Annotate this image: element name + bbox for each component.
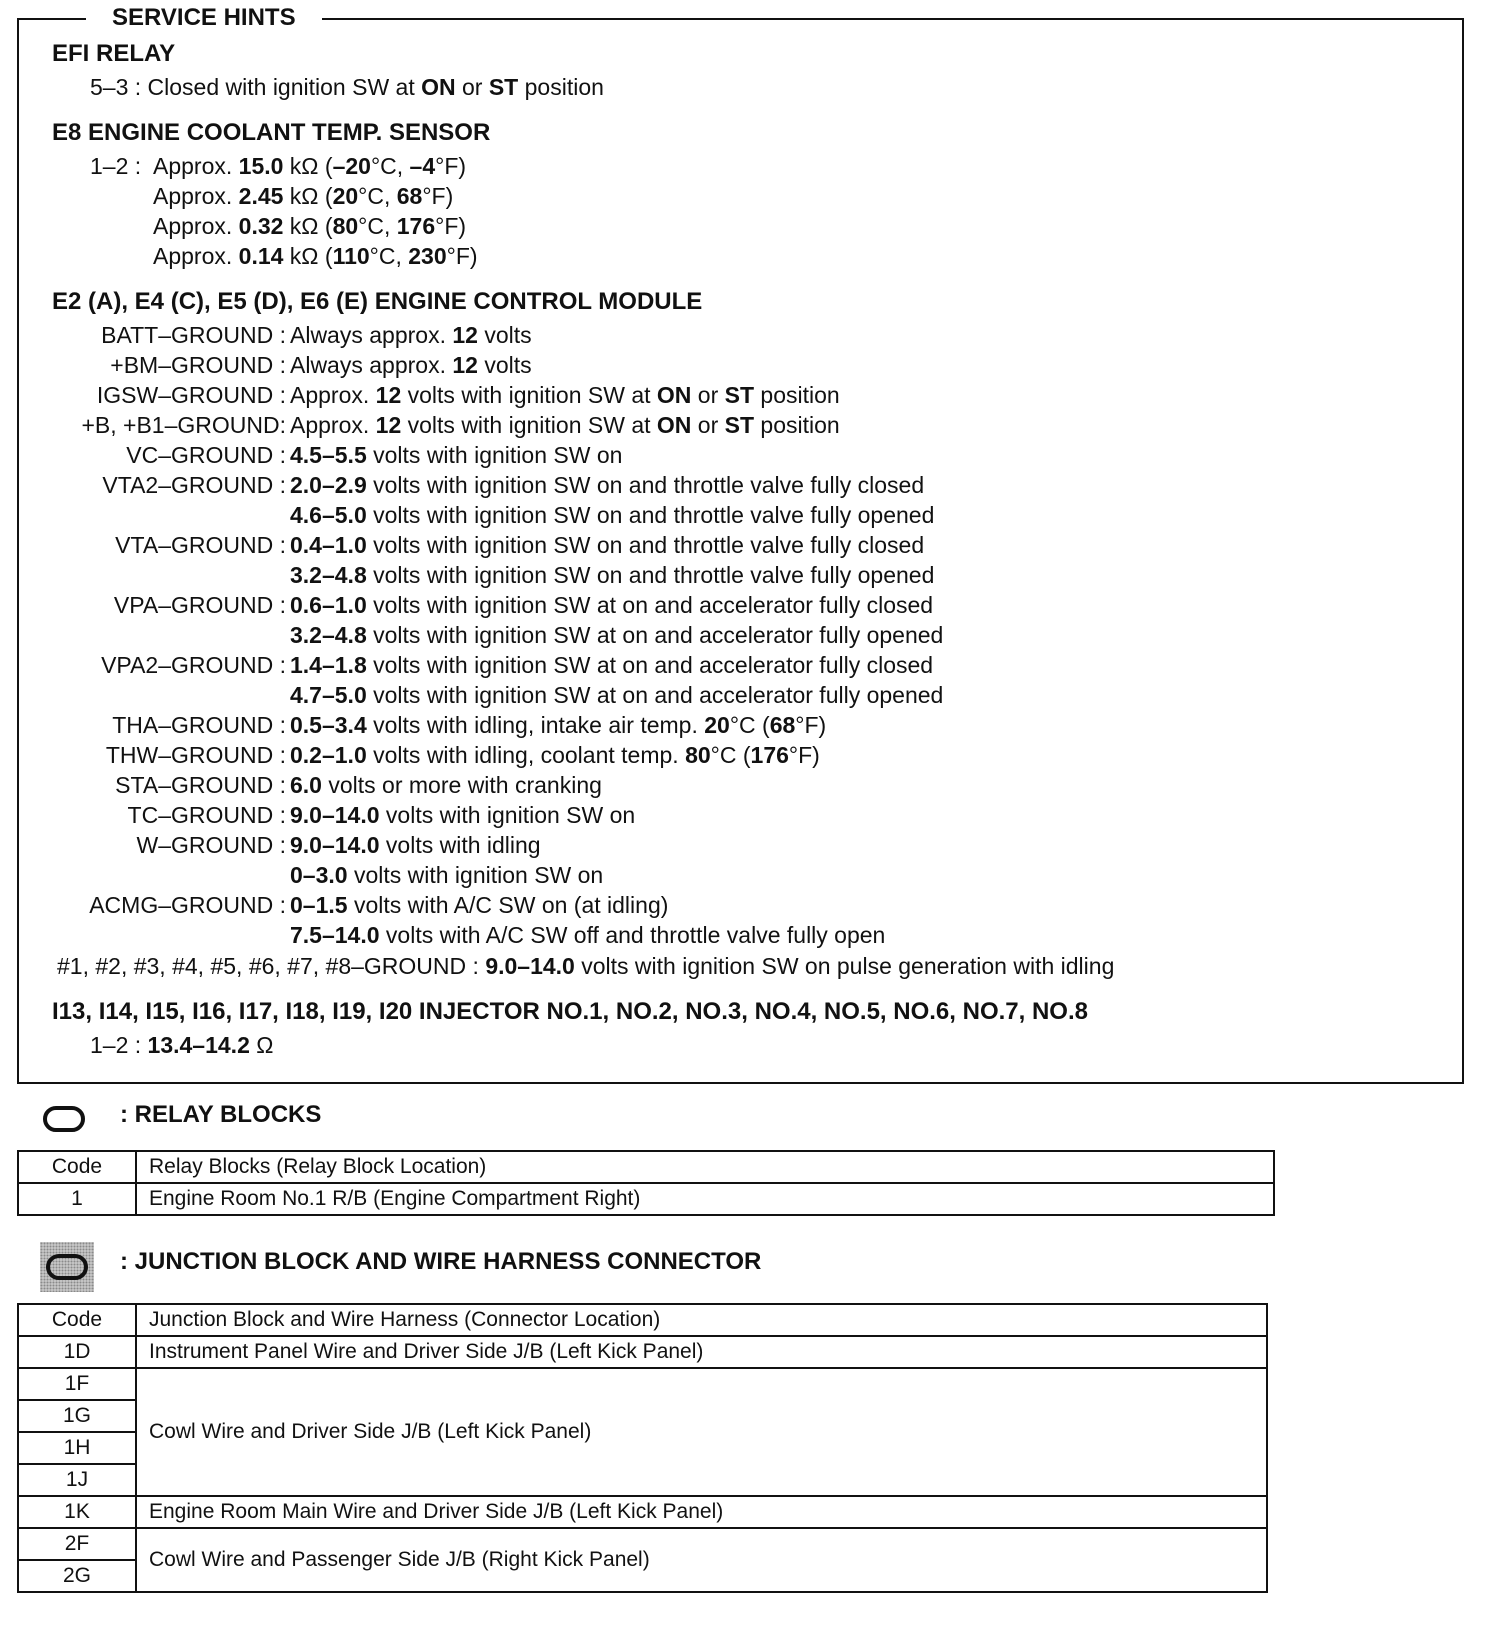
ecm-terminal-value bbox=[290, 530, 924, 560]
ecm-terminal-label: VPA–GROUND : bbox=[113, 592, 286, 618]
ecm-b3: 68 bbox=[769, 712, 796, 738]
ecm-terminal-value bbox=[290, 890, 668, 920]
ecm-mid: volts with ignition SW on and throttle valve fully closed bbox=[366, 532, 925, 558]
ecm-b1: 4.7–5.0 bbox=[290, 682, 367, 708]
table-row bbox=[18, 1496, 1267, 1528]
relay-blocks-table bbox=[17, 1150, 1275, 1216]
efi-relay-line: 5–3 : Closed with ignition SW at ON or ST position bbox=[90, 74, 604, 100]
ecm-terminal-value bbox=[290, 800, 635, 830]
ecm-mid: volts with idling, intake air temp. bbox=[366, 712, 705, 738]
ecm-terminal-value bbox=[290, 380, 840, 410]
ecm-b1: 0.5–3.4 bbox=[290, 712, 367, 738]
ecm-mid: volts with ignition SW on bbox=[366, 442, 623, 468]
ecm-b1: 4.5–5.5 bbox=[290, 442, 367, 468]
e8-pre: Approx. bbox=[153, 243, 239, 269]
ecm-terminal-value bbox=[290, 470, 924, 500]
ecm-terminal-label: STA–GROUND : bbox=[115, 772, 286, 798]
e8-t2: 230 bbox=[408, 243, 447, 269]
ecm-terminal-label: W–GROUND : bbox=[136, 832, 286, 858]
table-row bbox=[18, 1336, 1267, 1368]
e8-t1: 110 bbox=[332, 243, 370, 269]
table-row bbox=[18, 1368, 1267, 1400]
code-cell: 1 bbox=[18, 1183, 136, 1215]
ecm-mid: volts with ignition SW at on and accelerator fully closed bbox=[366, 652, 934, 678]
junction-blocks-title: : JUNCTION BLOCK AND WIRE HARNESS CONNECTOR bbox=[120, 1248, 762, 1275]
ecm-b1: 7.5–14.0 bbox=[290, 922, 380, 948]
e8-pre: Approx. bbox=[153, 213, 239, 239]
code-header: Code bbox=[18, 1151, 136, 1183]
ecm-terminal-value bbox=[290, 770, 602, 800]
ecm-tail: position bbox=[754, 412, 840, 438]
ecm-mid2: °C ( bbox=[729, 712, 770, 738]
e8-t1: –20 bbox=[332, 153, 371, 179]
ecm-pre: Always approx. bbox=[290, 352, 453, 378]
desc-cell: Cowl Wire and Driver Side J/B (Left Kick Panel) bbox=[136, 1368, 1267, 1496]
e8-pins: 1–2 : bbox=[90, 153, 142, 179]
ecm-terminal-label: ACMG–GROUND : bbox=[89, 892, 286, 918]
ecm-b1: 2.0–2.9 bbox=[290, 472, 367, 498]
e8-pre: Approx. bbox=[153, 153, 239, 179]
ecm-b2: ON bbox=[656, 382, 692, 408]
e8-val: 15.0 bbox=[238, 153, 284, 179]
e8-pre: Approx. bbox=[153, 183, 239, 209]
ecm-mid: volts with ignition SW on and throttle valve fully opened bbox=[366, 562, 935, 588]
ecm-mid: volts with A/C SW on (at idling) bbox=[347, 892, 669, 918]
code-cell: 1K bbox=[18, 1496, 136, 1528]
ecm-tail: °F) bbox=[795, 712, 827, 738]
e8-val: 2.45 bbox=[238, 183, 284, 209]
injector-pulse-line: #1, #2, #3, #4, #5, #6, #7, #8–GROUND : 9.0–14.0 volts with ignition SW on pulse generation with idling bbox=[57, 953, 1115, 979]
ecm-mid: volts with idling bbox=[379, 832, 541, 858]
e8-unit: kΩ ( bbox=[283, 213, 333, 239]
ecm-terminal-value bbox=[290, 650, 933, 680]
desc-header: Junction Block and Wire Harness (Connector Location) bbox=[136, 1304, 1267, 1336]
ecm-terminal-label: +B, +B1–GROUND: bbox=[81, 412, 286, 438]
e8-m2: °F) bbox=[446, 243, 478, 269]
ecm-b1: 9.0–14.0 bbox=[290, 802, 380, 828]
e8-m2: °F) bbox=[435, 213, 467, 239]
ecm-mid: volts with ignition SW at on and accelerator fully opened bbox=[366, 622, 944, 648]
ecm-mid: volts bbox=[477, 352, 532, 378]
ecm-b2: 80 bbox=[685, 742, 711, 768]
ecm-terminal-value bbox=[290, 830, 541, 860]
e8-m1: °C, bbox=[358, 183, 397, 209]
ecm-pre: Always approx. bbox=[290, 322, 453, 348]
ecm-b1: 12 bbox=[452, 322, 478, 348]
code-cell: 2G bbox=[18, 1560, 136, 1592]
e8-unit: kΩ ( bbox=[283, 243, 333, 269]
ecm-terminal-value bbox=[290, 860, 603, 890]
ecm-mid: volts with ignition SW on bbox=[347, 862, 604, 888]
e8-t2: 68 bbox=[396, 183, 423, 209]
ecm-terminal-label: VTA–GROUND : bbox=[115, 532, 286, 558]
table-row bbox=[18, 1183, 1274, 1215]
code-cell: 1H bbox=[18, 1432, 136, 1464]
ecm-b2: ON bbox=[656, 412, 692, 438]
desc-cell: Instrument Panel Wire and Driver Side J/B (Left Kick Panel) bbox=[136, 1336, 1267, 1368]
e8-t2: –4 bbox=[409, 153, 436, 179]
junction-block-icon bbox=[46, 1254, 88, 1280]
ecm-pre: Approx. bbox=[290, 382, 376, 408]
ecm-terminal-label: IGSW–GROUND : bbox=[96, 382, 286, 408]
ecm-terminal-label: TC–GROUND : bbox=[127, 802, 286, 828]
ecm-terminal-value bbox=[290, 350, 532, 380]
ecm-terminal-value bbox=[290, 920, 885, 950]
ecm-terminal-value bbox=[290, 410, 840, 440]
ecm-b1: 0.4–1.0 bbox=[290, 532, 367, 558]
ecm-b1: 12 bbox=[452, 352, 478, 378]
e8-m1: °C, bbox=[358, 213, 397, 239]
ecm-b1: 3.2–4.8 bbox=[290, 562, 367, 588]
desc-cell: Engine Room Main Wire and Driver Side J/B (Left Kick Panel) bbox=[136, 1496, 1267, 1528]
ecm-terminal-value bbox=[290, 320, 532, 350]
service-hints-title: SERVICE HINTS bbox=[86, 0, 322, 36]
injector-heading: I13, I14, I15, I16, I17, I18, I19, I20 INJECTOR NO.1, NO.2, NO.3, NO.4, NO.5, NO.6, NO.7, NO.8 bbox=[52, 998, 1088, 1025]
ecm-b3: 176 bbox=[750, 742, 789, 768]
desc-cell: Engine Room No.1 R/B (Engine Compartment Right) bbox=[136, 1183, 1274, 1215]
e8-m2: °F) bbox=[435, 153, 467, 179]
e8-resistance-row bbox=[153, 241, 478, 271]
ecm-terminal-label: THA–GROUND : bbox=[112, 712, 286, 738]
ecm-mid: volts with ignition SW at bbox=[401, 412, 657, 438]
ecm-terminal-value bbox=[290, 440, 622, 470]
code-cell: 1J bbox=[18, 1464, 136, 1496]
ecm-b1: 1.4–1.8 bbox=[290, 652, 367, 678]
table-header-row bbox=[18, 1151, 1274, 1183]
code-cell: 2F bbox=[18, 1528, 136, 1560]
ecm-mid2: °C ( bbox=[710, 742, 751, 768]
ecm-mid: volts with ignition SW on and throttle valve fully opened bbox=[366, 502, 935, 528]
ecm-mid: volts with A/C SW off and throttle valve fully open bbox=[379, 922, 886, 948]
ecm-pre: Approx. bbox=[290, 412, 376, 438]
e8-val: 0.32 bbox=[238, 213, 284, 239]
ecm-terminal-value bbox=[290, 560, 934, 590]
ecm-terminal-label: VTA2–GROUND : bbox=[102, 472, 286, 498]
e8-t1: 80 bbox=[332, 213, 359, 239]
ecm-b1: 12 bbox=[375, 412, 402, 438]
ecm-terminal-label: +BM–GROUND : bbox=[110, 352, 286, 378]
ecm-mid: volts with ignition SW at bbox=[401, 382, 657, 408]
ecm-mid: volts with ignition SW on bbox=[379, 802, 636, 828]
ecm-b1: 6.0 bbox=[290, 772, 322, 798]
ecm-mid: volts with ignition SW at on and accelerator fully opened bbox=[366, 682, 944, 708]
e8-m2: °F) bbox=[422, 183, 454, 209]
ecm-mid2: or bbox=[691, 412, 725, 438]
e8-unit: kΩ ( bbox=[283, 153, 333, 179]
relay-blocks-title: : RELAY BLOCKS bbox=[120, 1101, 322, 1128]
ecm-b3: ST bbox=[724, 382, 755, 408]
ecm-b1: 0–1.5 bbox=[290, 892, 348, 918]
ecm-b3: ST bbox=[724, 412, 755, 438]
e8-m1: °C, bbox=[370, 153, 410, 179]
ecm-terminal-label: VPA2–GROUND : bbox=[101, 652, 286, 678]
table-header-row bbox=[18, 1304, 1267, 1336]
ecm-terminal-value bbox=[290, 740, 820, 770]
desc-cell: Cowl Wire and Passenger Side J/B (Right Kick Panel) bbox=[136, 1528, 1267, 1592]
e8-resistance-row bbox=[153, 211, 466, 241]
ecm-mid: volts bbox=[477, 322, 532, 348]
ecm-terminal-label: THW–GROUND : bbox=[105, 742, 286, 768]
code-cell: 1G bbox=[18, 1400, 136, 1432]
ecm-terminal-value bbox=[290, 590, 933, 620]
ecm-b1: 0.2–1.0 bbox=[290, 742, 367, 768]
ecm-tail: position bbox=[754, 382, 840, 408]
ecm-terminal-value bbox=[290, 500, 934, 530]
desc-header: Relay Blocks (Relay Block Location) bbox=[136, 1151, 1274, 1183]
e8-t2: 176 bbox=[396, 213, 436, 239]
ecm-terminal-value bbox=[290, 680, 943, 710]
ecm-b1: 9.0–14.0 bbox=[290, 832, 380, 858]
ecm-heading: E2 (A), E4 (C), E5 (D), E6 (E) ENGINE CONTROL MODULE bbox=[52, 288, 703, 315]
table-row bbox=[18, 1528, 1267, 1560]
injector-resistance: 1–2 : 13.4–14.2 Ω bbox=[90, 1032, 274, 1058]
ecm-b1: 0–3.0 bbox=[290, 862, 348, 888]
e8-heading: E8 ENGINE COOLANT TEMP. SENSOR bbox=[52, 119, 491, 146]
e8-resistance-row bbox=[153, 181, 453, 211]
code-cell: 1D bbox=[18, 1336, 136, 1368]
code-cell: 1F bbox=[18, 1368, 136, 1400]
e8-m1: °C, bbox=[369, 243, 409, 269]
e8-unit: kΩ ( bbox=[283, 183, 333, 209]
ecm-b1: 12 bbox=[375, 382, 402, 408]
ecm-terminal-label: VC–GROUND : bbox=[126, 442, 286, 468]
ecm-mid: volts with idling, coolant temp. bbox=[366, 742, 686, 768]
ecm-tail: °F) bbox=[788, 742, 820, 768]
e8-t1: 20 bbox=[332, 183, 359, 209]
ecm-terminal-value bbox=[290, 620, 943, 650]
code-header: Code bbox=[18, 1304, 136, 1336]
ecm-terminal-label: BATT–GROUND : bbox=[101, 322, 286, 348]
e8-val: 0.14 bbox=[238, 243, 284, 269]
ecm-b1: 3.2–4.8 bbox=[290, 622, 367, 648]
ecm-mid: volts with ignition SW at on and accelerator fully closed bbox=[366, 592, 934, 618]
e8-resistance-row bbox=[153, 151, 466, 181]
junction-blocks-table bbox=[17, 1303, 1268, 1593]
ecm-mid: volts with ignition SW on and throttle valve fully closed bbox=[366, 472, 925, 498]
ecm-mid: volts or more with cranking bbox=[321, 772, 602, 798]
ecm-mid2: or bbox=[691, 382, 725, 408]
ecm-b1: 4.6–5.0 bbox=[290, 502, 367, 528]
ecm-b2: 20 bbox=[704, 712, 730, 738]
relay-block-icon bbox=[43, 1106, 85, 1132]
efi-relay-heading: EFI RELAY bbox=[52, 40, 176, 67]
ecm-terminal-value bbox=[290, 710, 826, 740]
ecm-b1: 0.6–1.0 bbox=[290, 592, 367, 618]
